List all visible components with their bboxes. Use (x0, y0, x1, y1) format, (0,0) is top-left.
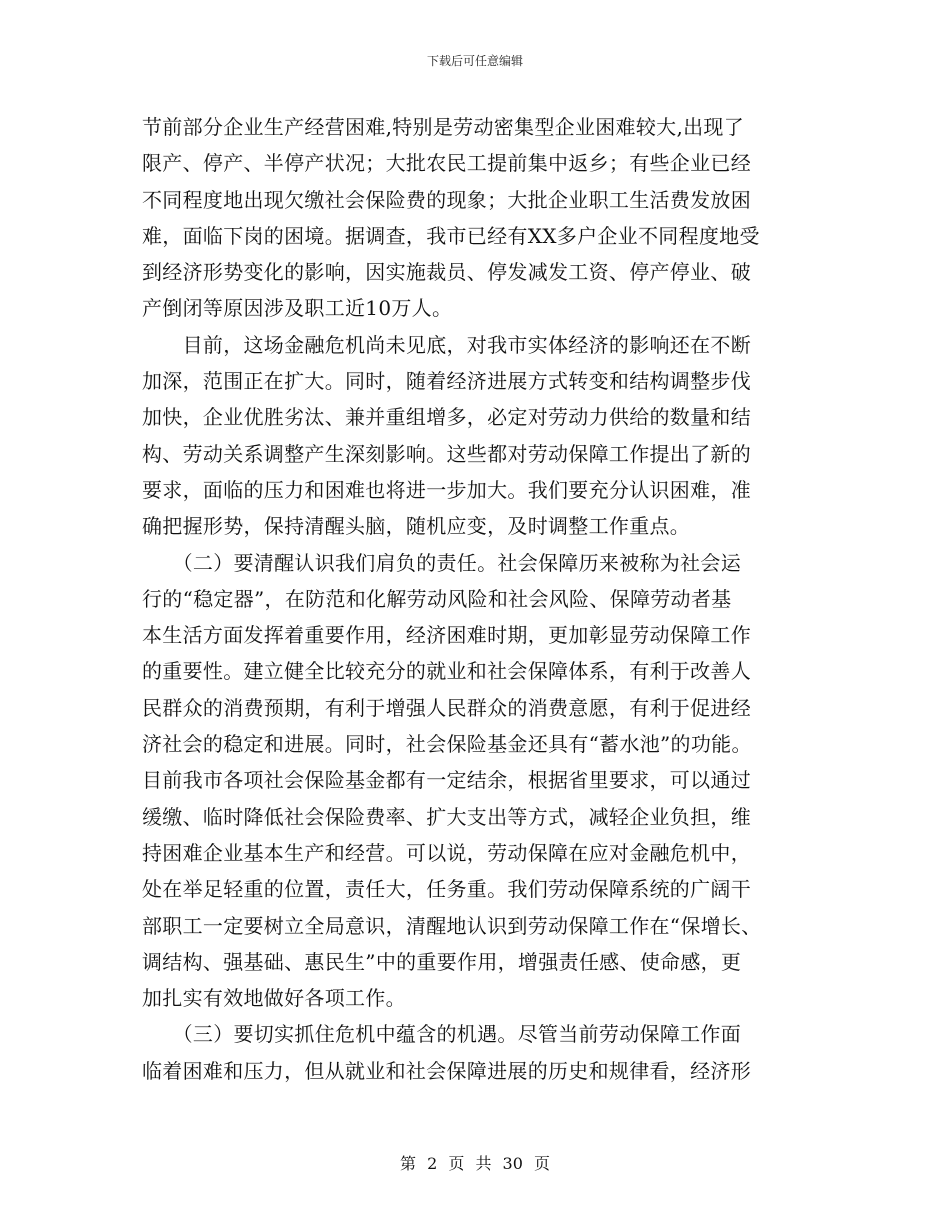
text-line: 要求，面临的压力和困难也将进一步加大。我们要充分认识困难，准 (142, 477, 751, 502)
text-line: 确把握形势，保持清醒头脑，随机应变，及时调整工作重点。 (142, 514, 691, 539)
text-line: 的重要性。建立健全比较充分的就业和社会保障体系，有利于改善人 (142, 659, 751, 684)
text-line: （三）要切实抓住危机中蕴含的机遇。尽管当前劳动保障工作面 (142, 1022, 741, 1047)
text-line: 构、劳动关系调整产生深刻影响。这些都对劳动保障工作提出了新的 (142, 441, 751, 466)
text-line: 目前，这场金融危机尚未见底，对我市实体经济的影响还在不断 (142, 332, 751, 357)
text-line: 行的“稳定器”，在防范和化解劳动风险和社会风险、保障劳动者基 (142, 586, 732, 611)
text-line: 济社会的稳定和进展。同时，社会保险基金还具有“蓄水池”的功能。 (142, 732, 752, 757)
text-line: 本生活方面发挥着重要作用，经济困难时期，更加彰显劳动保障工作 (142, 623, 751, 648)
text-line: 临着困难和压力，但从就业和社会保障进展的历史和规律看，经济形 (142, 1058, 751, 1083)
text-line: 加快，企业优胜劣汰、兼并重组增多，必定对劳动力供给的数量和结 (142, 405, 751, 430)
text-line: 民群众的消费预期，有利于增强人民群众的消费意愿，有利于促进经 (142, 695, 751, 720)
text-line: （二）要清醒认识我们肩负的责任。社会保障历来被称为社会运 (142, 550, 741, 575)
text-line: 节前部分企业生产经营困难,特别是劳动密集型企业困难较大,出现了 (142, 115, 745, 139)
page-header: 下载后可任意编辑 (426, 54, 523, 68)
text-line: 部职工一定要树立全局意识，清醒地认识到劳动保障工作在“保增长、 (142, 913, 762, 938)
text-line: 产倒闭等原因涉及职工近10万人。 (142, 296, 453, 321)
text-line: 处在举足轻重的位置，责任大，任务重。我们劳动保障系统的广阔干 (142, 877, 751, 902)
text-line: 加深，范围正在扩大。同时，随着经济进展方式转变和结构调整步伐 (142, 369, 751, 394)
body-text (142, 109, 822, 1089)
text-line: 调结构、强基础、惠民生”中的重要作用，增强责任感、使命感，更 (142, 949, 742, 974)
page-footer: 第 2 页 共 30 页 (400, 1154, 550, 1173)
text-line: 加扎实有效地做好各项工作。 (142, 986, 406, 1011)
text-line: 缓缴、临时降低社会保险费率、扩大支出等方式，减轻企业负担，维 (142, 804, 751, 829)
text-line: 目前我市各项社会保险基金都有一定结余，根据省里要求，可以通过 (142, 768, 751, 793)
text-line: 持困难企业基本生产和经营。可以说，劳动保障在应对金融危机中， (142, 840, 751, 865)
text-line: 不同程度地出现欠缴社会保险费的现象；大批企业职工生活费发放困 (142, 187, 751, 212)
text-line: 到经济形势变化的影响，因实施裁员、停发减发工资、停产停业、破 (142, 260, 751, 285)
text-line: 限产、停产、半停产状况；大批农民工提前集中返乡；有些企业已经 (142, 151, 751, 176)
text-line: 难，面临下岗的困境。据调查，我市已经有XX多户企业不同程度地受 (142, 223, 760, 248)
